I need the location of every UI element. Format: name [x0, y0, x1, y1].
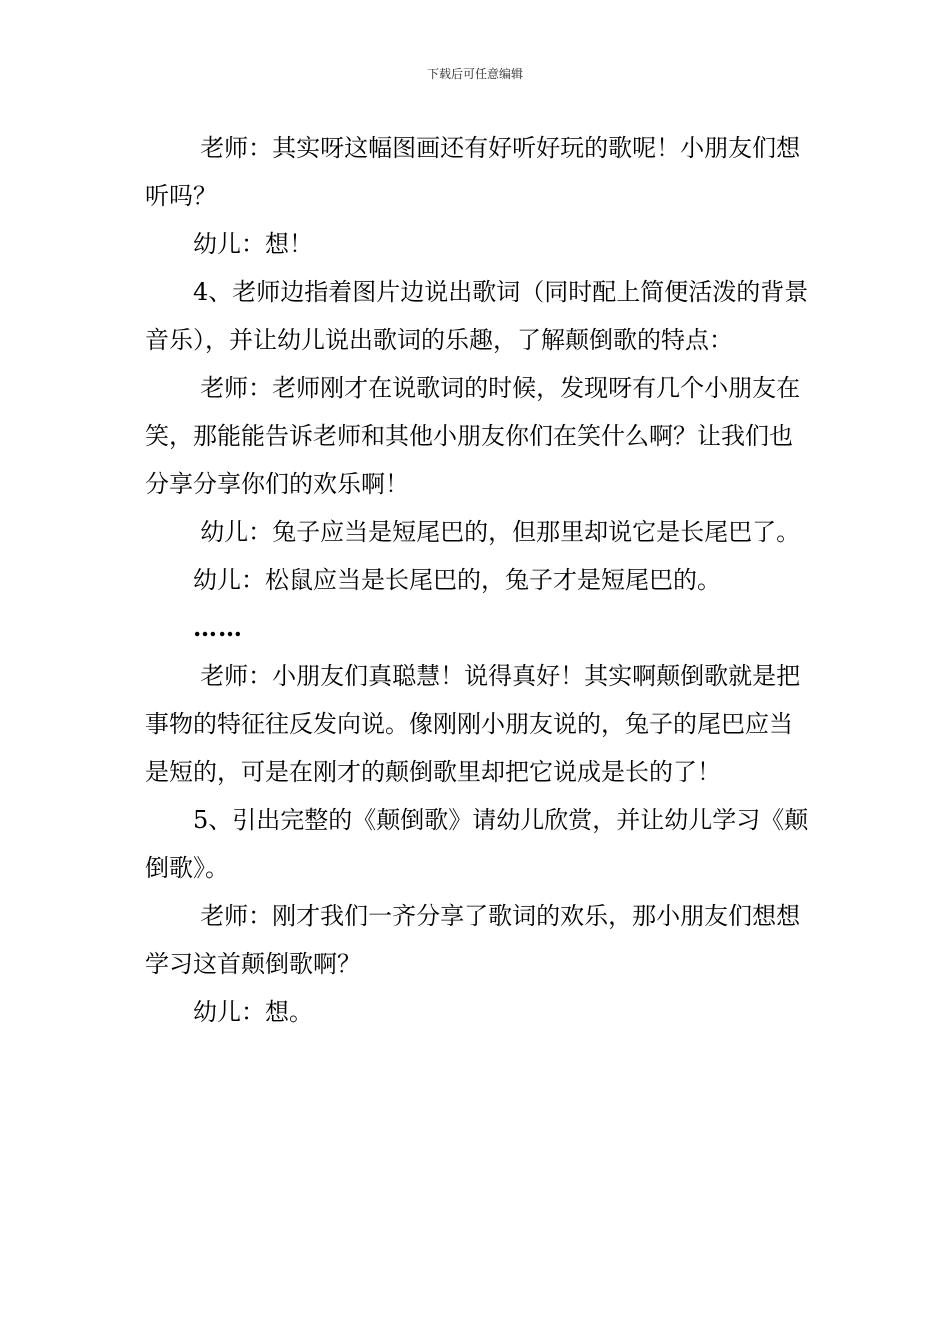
paragraph-step-5: 5、引出完整的《颠倒歌》请幼儿欣赏，并让幼儿学习《颠倒歌》。 [145, 806, 809, 882]
paragraph-ellipsis: …… [193, 613, 243, 642]
paragraph-teacher-question: 老师：老师刚才在说歌词的时候，发现呀有几个小朋友在笑，那能能告诉老师和其他小朋友你们在笑什么啊？让我们也分享分享你们的欢乐啊！ [145, 374, 801, 498]
document-body [145, 124, 810, 1036]
paragraph-child-reply: 幼儿：想！ [193, 230, 313, 258]
paragraph-child-final: 幼儿：想。 [193, 998, 313, 1026]
paragraph-child-rabbit: 幼儿：兔子应当是短尾巴的，但那里却说它是长尾巴了。 [200, 518, 801, 546]
page-header: 下载后可任意编辑 [426, 67, 523, 81]
paragraph-child-squirrel: 幼儿：松鼠应当是长尾巴的，兔子才是短尾巴的。 [193, 566, 721, 594]
paragraph-teacher-explain: 老师：小朋友们真聪慧！说得真好！其实啊颠倒歌就是把事物的特征往反发向说。像刚刚小朋友说的，兔子的尾巴应当是短的，可是在刚才的颠倒歌里却把它说成是长的了！ [145, 662, 801, 786]
paragraph-teacher-song: 老师：其实呀这幅图画还有好听好玩的歌呢！小朋友们想听吗？ [145, 134, 801, 210]
paragraph-teacher-invite: 老师：刚才我们一齐分享了歌词的欢乐，那小朋友们想想学习这首颠倒歌啊？ [145, 902, 801, 978]
paragraph-step-4: 4、老师边指着图片边说出歌词（同时配上简便活泼的背景音乐），并让幼儿说出歌词的乐趣，了解颠倒歌的特点： [145, 278, 809, 354]
